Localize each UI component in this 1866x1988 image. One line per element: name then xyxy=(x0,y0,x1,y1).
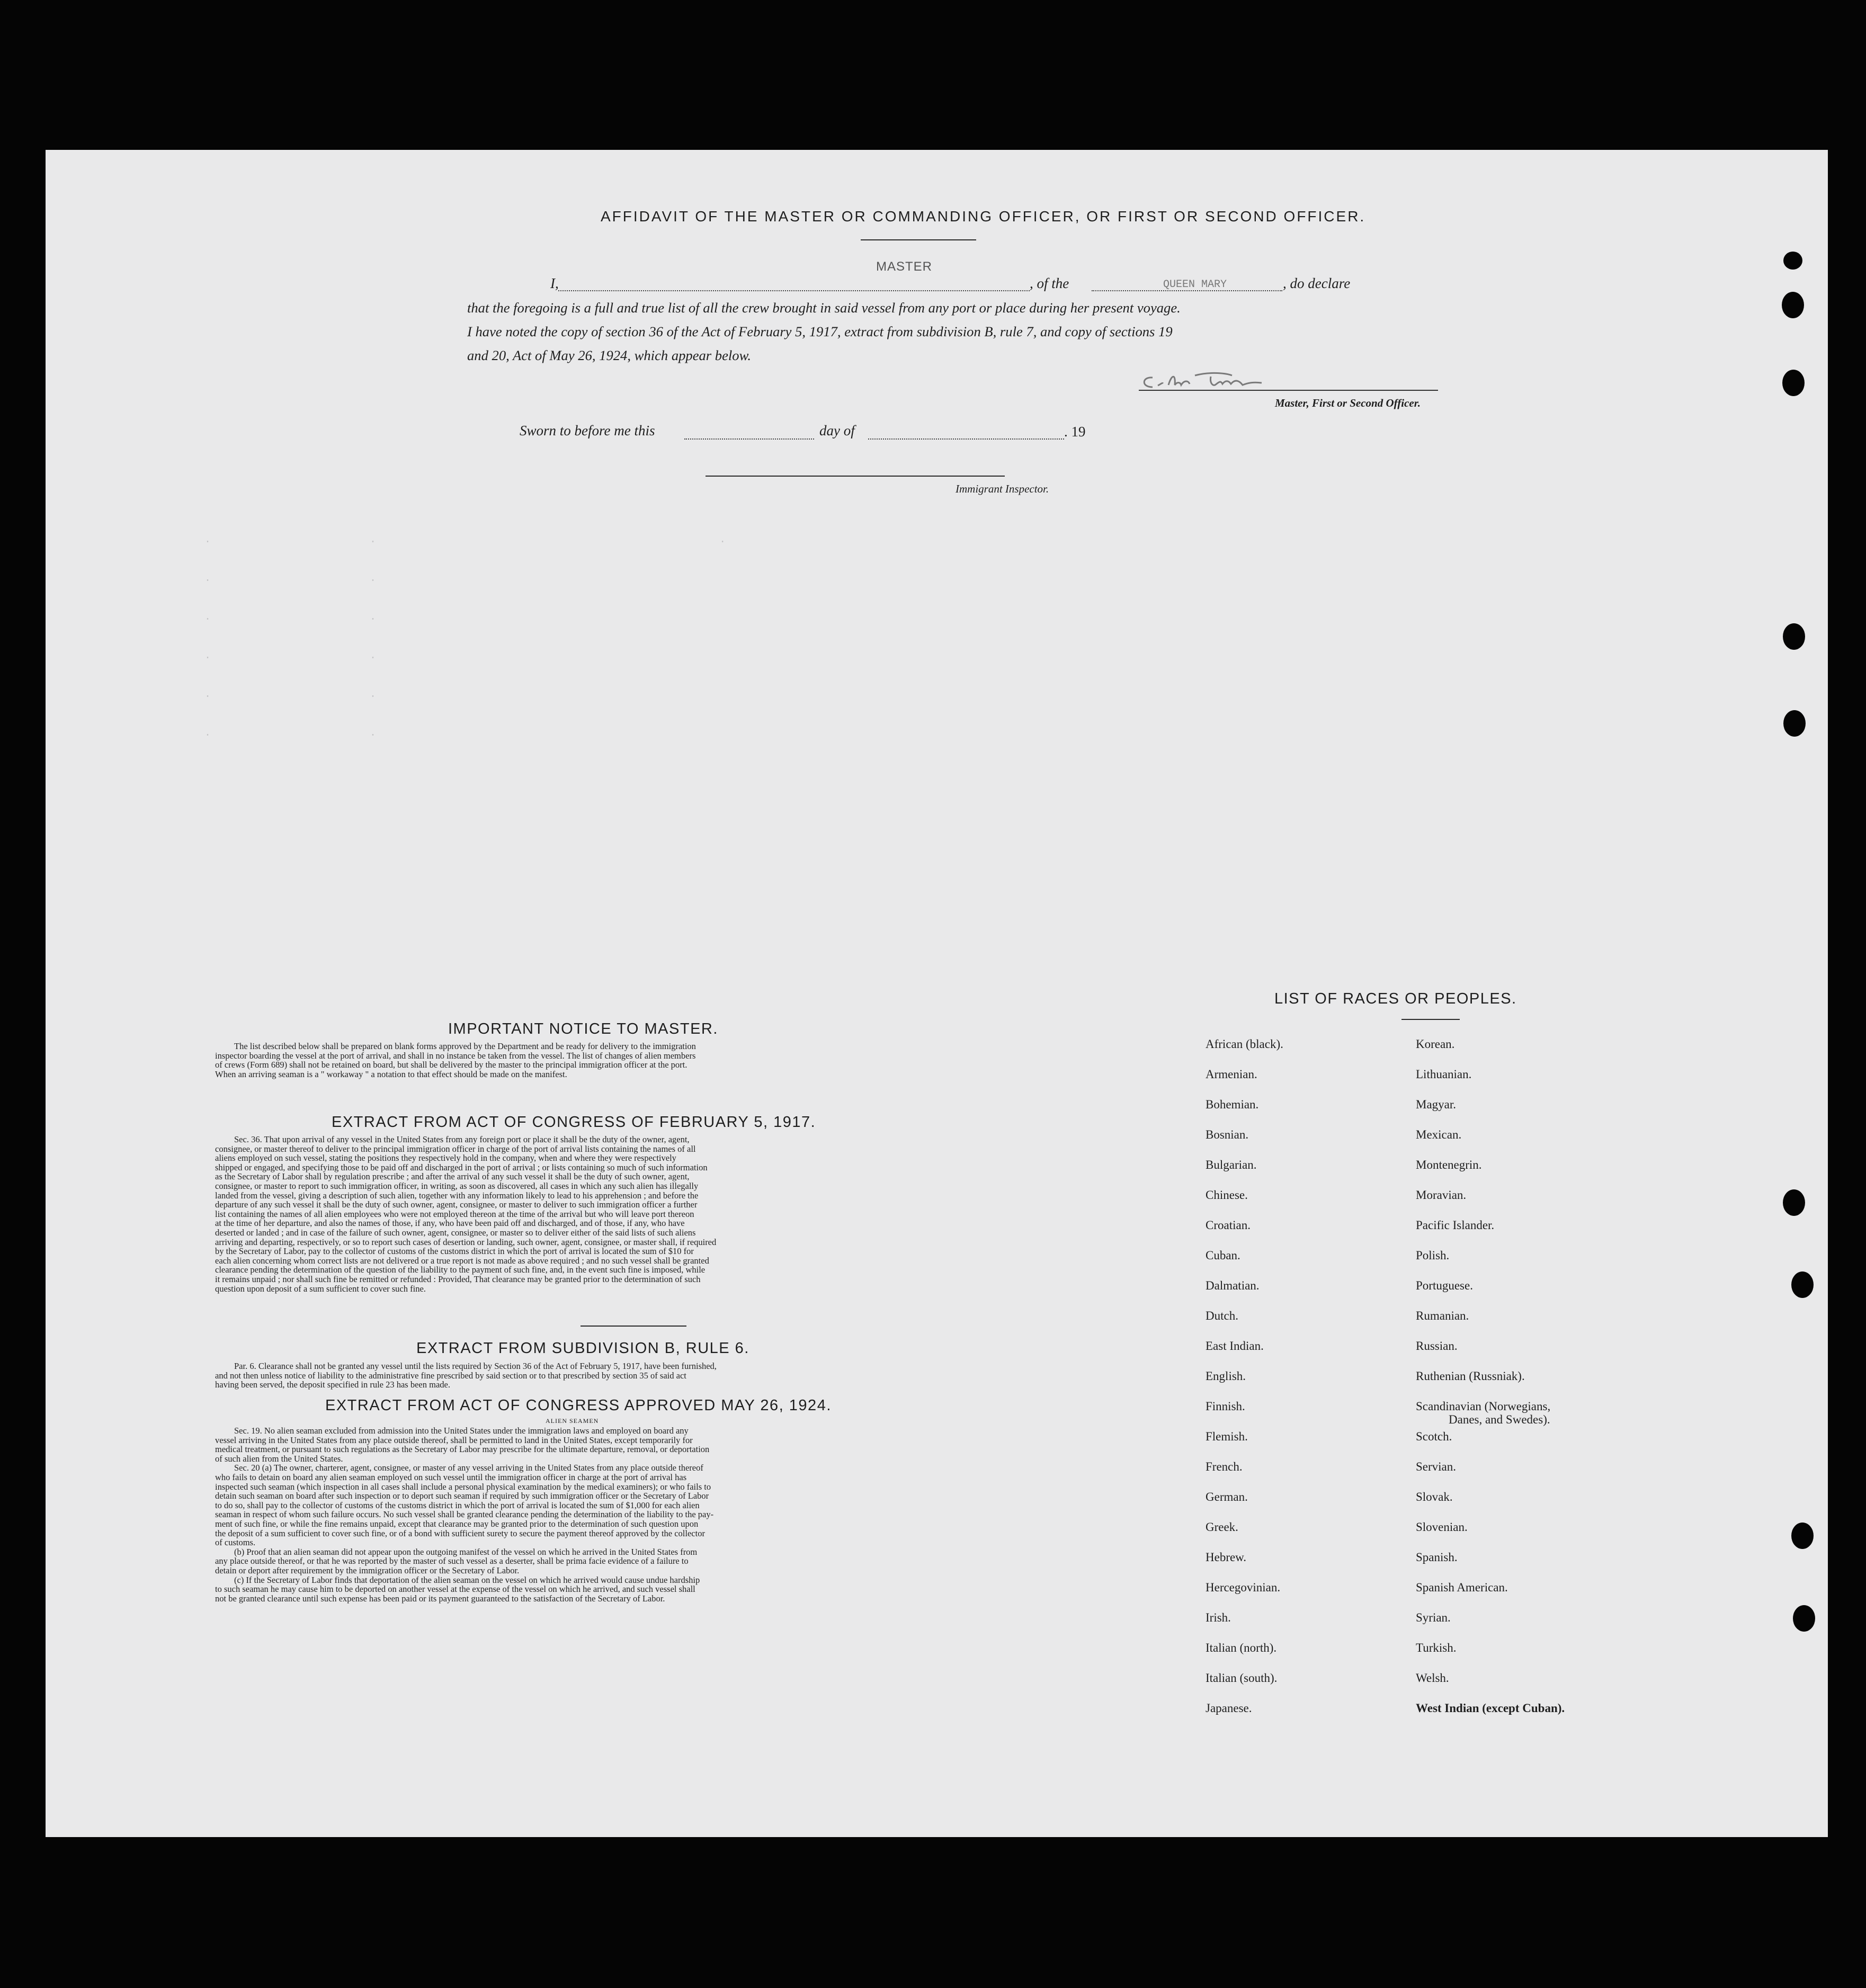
act1924-line: detain such seaman on board after such inspection or to deport such seaman if required by such immigration officer or the Secretary of Labor xyxy=(215,1491,709,1501)
race-item: Montenegrin. xyxy=(1416,1158,1482,1171)
act1917-title: EXTRACT FROM ACT OF CONGRESS OF FEBRUARY 5, 1917. xyxy=(332,1114,816,1131)
notice-text xyxy=(215,1042,996,1079)
race-item: Slovenian. xyxy=(1416,1520,1468,1534)
act1924-line: inspected such seaman (which inspection in all cases shall include a personal physical examination by the medical examiners); or who fails to xyxy=(215,1481,711,1492)
race-item: Russian. xyxy=(1416,1339,1458,1353)
race-item: English. xyxy=(1206,1369,1246,1383)
act1917-line: landed from the vessel, giving a description of such alien, together with any information likely to lead to his apprehension ; and before the xyxy=(215,1190,699,1201)
notice-line: The list described below shall be prepared on blank forms approved by the Department and be ready for delivery to the immigration xyxy=(234,1041,696,1051)
race-item: African (black). xyxy=(1206,1037,1283,1051)
race-item: Servian. xyxy=(1416,1460,1457,1473)
act1924-line: (c) If the Secretary of Labor finds that deportation of the alien seaman on the vessel on which he arrived would cause undue hardship xyxy=(234,1574,700,1585)
race-item: Cuban. xyxy=(1206,1249,1240,1262)
punch-hole xyxy=(1783,1189,1805,1216)
section-divider xyxy=(581,1326,686,1327)
race-item: Croatian. xyxy=(1206,1219,1251,1232)
races-underline xyxy=(1401,1019,1460,1020)
race-item: Rumanian. xyxy=(1416,1309,1469,1322)
race-item: French. xyxy=(1206,1460,1243,1473)
race-item: Portuguese. xyxy=(1416,1279,1473,1292)
act1924-line: who fails to detain on board any alien seaman employed on such vessel until the immigration officer in charge at the port of arrival has xyxy=(215,1472,687,1482)
act1924-title: EXTRACT FROM ACT OF CONGRESS APPROVED MAY 26, 1924. xyxy=(325,1397,832,1414)
act1917-line: deserted or landed ; and in case of the failure of such owner, agent, consignee, or master so to deliver either of the said lists of such aliens xyxy=(215,1227,696,1238)
punch-hole xyxy=(1782,292,1804,318)
race-item: Moravian. xyxy=(1416,1188,1467,1202)
race-item: Italian (south). xyxy=(1206,1671,1278,1685)
act1924-line: vessel arriving in the United States from any place outside thereof, shall be permitted to land in the United States, except temporarily for xyxy=(215,1435,693,1445)
subdivision-line: Par. 6. Clearance shall not be granted any vessel until the lists required by Section 36 of the Act of February 5, 1917, have been furnished, xyxy=(234,1361,717,1371)
race-item: Lithuanian. xyxy=(1416,1068,1472,1081)
race-item: Flemish. xyxy=(1206,1430,1248,1443)
act1924-line: to do so, shall pay to the collector of customs of the customs district in which the port of arrival is located the sum of $1,000 for each alien xyxy=(215,1500,700,1510)
act1917-line: as the Secretary of Labor shall by regulation prescribe ; and after the arrival of any such vessel it shall be the duty of such owner, agent, xyxy=(215,1171,690,1182)
race-item: East Indian. xyxy=(1206,1339,1264,1353)
race-item: Dutch. xyxy=(1206,1309,1238,1322)
notice-title: IMPORTANT NOTICE TO MASTER. xyxy=(448,1020,718,1037)
affidavit-of-the: , of the xyxy=(1030,275,1069,291)
signature-line xyxy=(1139,390,1438,391)
race-item: Bosnian. xyxy=(1206,1128,1249,1141)
name-blank xyxy=(558,290,1030,291)
act1917-line: aliens employed on such vessel, stating the positions they respectively hold in the company, when and where they were respectively xyxy=(215,1153,676,1163)
race-item: Spanish American. xyxy=(1416,1581,1508,1594)
notice-line: When an arriving seaman is a " workaway " a notation to that effect should be made on the manifest. xyxy=(215,1069,567,1079)
act1917-line: consignee, or master to report to such immigration officer, in writing, as soon as discovered, all cases in which any such alien has illegally xyxy=(215,1180,699,1191)
race-item: Turkish. xyxy=(1416,1641,1457,1654)
act1924-line: ment of such fine, or while the fine remains unpaid, except that clearance may be granted prior to the determination of such question upon xyxy=(215,1518,699,1529)
act1924-subtitle: ALIEN SEAMEN xyxy=(546,1417,599,1425)
race-item: Hercegovinian. xyxy=(1206,1581,1281,1594)
sworn-day-of: day of xyxy=(819,423,855,438)
master-signature xyxy=(1137,362,1311,399)
subdivision-title: EXTRACT FROM SUBDIVISION B, RULE 6. xyxy=(416,1340,749,1357)
race-item: Mexican. xyxy=(1416,1128,1462,1141)
subdivision-line: and not then unless notice of liability to the administrative fine prescribed by said section or to that prescribed by section 35 of said act xyxy=(215,1370,686,1381)
act1924-line: medical treatment, or pursuant to such regulations as the Secretary of Labor may prescribe for the ultimate departure, removal, or deportation xyxy=(215,1444,710,1455)
act1917-line: shipped or engaged, and specifying those to be paid off and discharged in the port of arrival ; or lists containing so much of such information xyxy=(215,1162,708,1172)
affidavit-line4: and 20, Act of May 26, 1924, which appear below. xyxy=(467,347,752,363)
act1924-text xyxy=(215,1426,996,1603)
race-item: Spanish. xyxy=(1416,1551,1458,1564)
race-item: Pacific Islander. xyxy=(1416,1219,1495,1232)
affidavit-line3: I have noted the copy of section 36 of the Act of February 5, 1917, extract from subdivision B, rule 7, and copy of sections 19 xyxy=(467,324,1173,339)
subdivision-line: having been served, the deposit specified in rule 23 has been made. xyxy=(215,1380,450,1390)
sworn-day-blank xyxy=(684,438,814,440)
inspector-line xyxy=(706,476,1005,477)
race-item: West Indian (except Cuban). xyxy=(1416,1702,1565,1715)
race-item: Italian (north). xyxy=(1206,1641,1277,1654)
race-item: Magyar. xyxy=(1416,1098,1457,1111)
act1924-line: detain or deport after requirement by the immigration officer or the Secretary of Labor. xyxy=(215,1565,520,1575)
race-item: Danes, and Swedes). xyxy=(1449,1413,1550,1426)
act1917-line: it remains unpaid ; nor shall such fine be remitted or refunded : Provided, That clearance may be granted prior to the determination of such xyxy=(215,1274,701,1284)
race-item: Hebrew. xyxy=(1206,1551,1247,1564)
act1917-line: consignee, or master thereof to deliver to the principal immigration officer in charge of the port of arrival lists containing the names of all xyxy=(215,1143,696,1154)
signature-caption: Master, First or Second Officer. xyxy=(1275,397,1421,409)
subdivision-text xyxy=(215,1362,996,1390)
punch-hole xyxy=(1791,1271,1814,1298)
race-item: Dalmatian. xyxy=(1206,1279,1260,1292)
punch-hole xyxy=(1783,710,1806,737)
punch-hole xyxy=(1782,370,1805,396)
sworn-month-blank xyxy=(868,438,1064,440)
race-item: Welsh. xyxy=(1416,1671,1449,1685)
race-item: Armenian. xyxy=(1206,1068,1257,1081)
punch-hole xyxy=(1783,252,1802,270)
race-item: Bulgarian. xyxy=(1206,1158,1257,1171)
race-item: Irish. xyxy=(1206,1611,1231,1624)
race-item: Japanese. xyxy=(1206,1702,1252,1715)
act1924-line: any place outside thereof, or that he was reported by the master of such vessel as a deserter, shall be prima facie evidence of a failure to xyxy=(215,1556,689,1566)
act1924-line: of customs. xyxy=(215,1537,256,1548)
act1924-line: of such alien from the United States. xyxy=(215,1453,343,1464)
act1924-line: seaman in respect of whom such failure occurs. No such vessel shall be granted clearance pending the determination of the liability to the pay- xyxy=(215,1509,714,1520)
inspector-caption: Immigrant Inspector. xyxy=(956,482,1049,495)
act1917-line: question upon deposit of a sum sufficient to cover such fine. xyxy=(215,1283,426,1294)
race-item: Greek. xyxy=(1206,1520,1238,1534)
race-item: Scandinavian (Norwegians, xyxy=(1416,1400,1551,1413)
act1924-line: to such seaman he may cause him to be deported on another vessel at the expense of the vessel on which he arrived, and such vessel shall xyxy=(215,1584,695,1595)
document-page xyxy=(46,150,1828,1837)
act1917-text xyxy=(215,1135,996,1293)
show-through-decoration: . . . . . . . . . . . . . xyxy=(204,534,726,739)
race-item: Syrian. xyxy=(1416,1611,1451,1624)
races-title: LIST OF RACES OR PEOPLES. xyxy=(1274,990,1517,1007)
affidavit-i: I, xyxy=(550,275,559,291)
act1917-line: clearance pending the determination of the question of the liability to the payment of such fine, and, in the event such fine is imposed, while xyxy=(215,1265,706,1275)
act1917-line: arriving and departing, respectively, or so to report such cases of desertion or landing, such owner, agent, consignee, or master shall, if required xyxy=(215,1237,717,1247)
act1924-line: Sec. 19. No alien seaman excluded from admission into the United States under the immigration laws and employed on board any xyxy=(234,1426,689,1436)
master-stamp: MASTER xyxy=(876,259,933,274)
act1917-line: list containing the names of all alien employees who were not employed thereon at the time of the arrival but who will leave port thereon xyxy=(215,1208,694,1219)
race-item: Scotch. xyxy=(1416,1430,1452,1443)
act1917-line: each alien concerning whom correct lists are not delivered or a true report is not made as above required ; and no such vessel shall be granted xyxy=(215,1255,709,1266)
race-item: Slovak. xyxy=(1416,1490,1453,1503)
notice-line: inspector boarding the vessel at the port of arrival, and shall in no instance be taken from the vessel. The list of changes of alien members xyxy=(215,1050,696,1061)
race-item: Chinese. xyxy=(1206,1188,1248,1202)
act1917-line: departure of any such vessel it shall be the duty of such owner, agent, consignee, or master to deliver to such immigration officer a further xyxy=(215,1199,698,1210)
race-item: Korean. xyxy=(1416,1037,1455,1051)
race-item: Finnish. xyxy=(1206,1400,1245,1413)
race-item: Bohemian. xyxy=(1206,1098,1259,1111)
race-item: Ruthenian (Russniak). xyxy=(1416,1369,1525,1383)
notice-line: of crews (Form 689) shall not be retained on board, but shall be delivered by the master to the principal immigration officer at the port. xyxy=(215,1060,688,1070)
sworn-year: . 19 xyxy=(1064,424,1086,440)
vessel-name: QUEEN MARY xyxy=(1163,279,1227,291)
act1924-line: (b) Proof that an alien seaman did not appear upon the outgoing manifest of the vessel on which he arrived in the United States from xyxy=(234,1546,698,1557)
affidavit-line2: that the foregoing is a full and true list of all the crew brought in said vessel from any port or place during her present voyage. xyxy=(467,300,1181,316)
punch-hole xyxy=(1791,1523,1814,1549)
affidavit-title: AFFIDAVIT OF THE MASTER OR COMMANDING OFFICER, OR FIRST OR SECOND OFFICER. xyxy=(601,208,1366,225)
title-underline xyxy=(861,239,976,240)
punch-hole xyxy=(1793,1605,1815,1632)
sworn-prefix: Sworn to before me this xyxy=(520,423,655,438)
act1924-line: Sec. 20 (a) The owner, charterer, agent, consignee, or master of any vessel arriving in the United States from any place outside thereof xyxy=(234,1463,703,1473)
act1924-line: the deposit of a sum sufficient to cover such fine, or of a bond with sufficient surety to secure the payment thereof approved by the collector xyxy=(215,1528,705,1538)
act1917-line: at the time of her departure, and also the names of those, if any, who have been paid off and discharged, and of those, if any, who have xyxy=(215,1218,685,1229)
affidavit-do-declare: , do declare xyxy=(1283,275,1351,291)
act1924-line: not be granted clearance until such expense has been paid or its payment guaranteed to the satisfaction of the Secretary of Labor. xyxy=(215,1593,665,1604)
act1917-line: Sec. 36. That upon arrival of any vessel in the United States from any foreign port or place it shall be the duty of the owner, agent, xyxy=(234,1134,690,1144)
act1917-line: by the Secretary of Labor, pay to the collector of customs of the customs district in which the port of arrival is located the sum of $10 for xyxy=(215,1246,694,1257)
punch-hole xyxy=(1783,623,1805,650)
race-item: Polish. xyxy=(1416,1249,1450,1262)
race-item: German. xyxy=(1206,1490,1248,1503)
